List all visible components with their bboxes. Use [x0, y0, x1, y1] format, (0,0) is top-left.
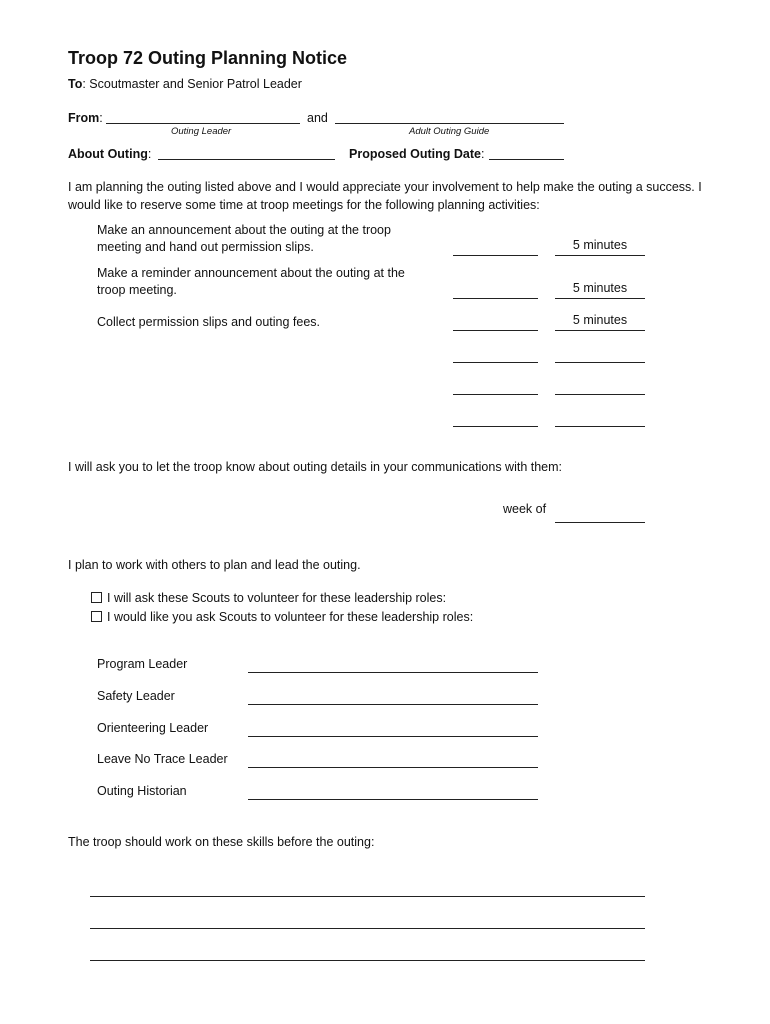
- role-field-safety-leader[interactable]: [248, 704, 538, 705]
- activity-1-line-2: meeting and hand out permission slips.: [97, 240, 314, 254]
- proposed-date-field[interactable]: [489, 159, 564, 160]
- and-label: and: [307, 111, 328, 125]
- intro-line-2: would like to reserve some time at troop meetings for the following planning activities:: [68, 198, 540, 212]
- activity-2-line-2: troop meeting.: [97, 283, 177, 297]
- to-value: Scoutmaster and Senior Patrol Leader: [89, 77, 302, 91]
- role-field-leave-no-trace-leader[interactable]: [248, 767, 538, 768]
- extra-activity-2-minutes-field[interactable]: [555, 394, 645, 395]
- page-title: Troop 72 Outing Planning Notice: [68, 48, 348, 68]
- skills-field-1[interactable]: [90, 896, 645, 897]
- activity-3-line-1: Collect permission slips and outing fees.: [97, 315, 321, 329]
- activity-2-line-1: Make a reminder announcement about the outing at the: [97, 266, 405, 280]
- skills-field-3[interactable]: [90, 960, 645, 961]
- proposed-date-line: Proposed Outing Date:: [349, 147, 485, 161]
- adult-guide-field[interactable]: [335, 123, 564, 124]
- role-label-outing-historian: Outing Historian: [97, 784, 187, 798]
- skills-text: The troop should work on these skills before the outing:: [68, 835, 375, 849]
- checkbox-option-2-label: I would like you ask Scouts to volunteer for these leadership roles:: [107, 610, 474, 624]
- skills-field-2[interactable]: [90, 928, 645, 929]
- extra-activity-1-date-field[interactable]: [453, 362, 538, 363]
- activity-1-minutes: 5 minutes: [572, 238, 628, 252]
- role-label-orienteering-leader: Orienteering Leader: [97, 721, 209, 735]
- activity-3-minutes-underline: [555, 330, 645, 331]
- activity-1-minutes-underline: [555, 255, 645, 256]
- from-label: From: [68, 111, 100, 125]
- outing-leader-caption: Outing Leader: [171, 126, 232, 137]
- week-of-field[interactable]: [555, 522, 645, 523]
- about-outing-label: About Outing: [68, 147, 148, 161]
- to-label: To: [68, 77, 83, 91]
- outing-leader-field[interactable]: [106, 123, 300, 124]
- adult-guide-caption: Adult Outing Guide: [409, 126, 490, 137]
- role-label-leave-no-trace-leader: Leave No Trace Leader: [97, 752, 228, 766]
- checkbox-option-1[interactable]: [91, 589, 446, 607]
- from-line: From:: [68, 111, 103, 125]
- role-field-outing-historian[interactable]: [248, 799, 538, 800]
- activity-1-date-field[interactable]: [453, 255, 538, 256]
- week-of-label: week of: [503, 502, 547, 516]
- activity-1-line-1: Make an announcement about the outing at the troop: [97, 223, 391, 237]
- activity-2-minutes: 5 minutes: [572, 281, 628, 295]
- role-field-orienteering-leader[interactable]: [248, 736, 538, 737]
- checkbox-2[interactable]: [91, 611, 102, 622]
- communications-text: I will ask you to let the troop know about outing details in your communications with them:: [68, 460, 563, 474]
- activity-2-date-field[interactable]: [453, 298, 538, 299]
- about-outing-field[interactable]: [158, 159, 335, 160]
- role-label-program-leader: Program Leader: [97, 657, 188, 671]
- role-field-program-leader[interactable]: [248, 672, 538, 673]
- extra-activity-2-date-field[interactable]: [453, 394, 538, 395]
- proposed-date-label: Proposed Outing Date: [349, 147, 481, 161]
- activity-3-date-field[interactable]: [453, 330, 538, 331]
- plan-with-others-text: I plan to work with others to plan and lead the outing.: [68, 558, 361, 572]
- to-line: To: Scoutmaster and Senior Patrol Leader: [68, 77, 302, 91]
- extra-activity-3-date-field[interactable]: [453, 426, 538, 427]
- activity-2-minutes-underline: [555, 298, 645, 299]
- checkbox-1[interactable]: [91, 592, 102, 603]
- role-label-safety-leader: Safety Leader: [97, 689, 175, 703]
- intro-line-1: I am planning the outing listed above and I would appreciate your involvement to help make the outing a success. I: [68, 180, 702, 194]
- checkbox-option-2[interactable]: [91, 608, 473, 626]
- activity-3-minutes: 5 minutes: [572, 313, 628, 327]
- about-outing-line: About Outing:: [68, 147, 152, 161]
- extra-activity-1-minutes-field[interactable]: [555, 362, 645, 363]
- extra-activity-3-minutes-field[interactable]: [555, 426, 645, 427]
- checkbox-option-1-label: I will ask these Scouts to volunteer for these leadership roles:: [107, 591, 447, 605]
